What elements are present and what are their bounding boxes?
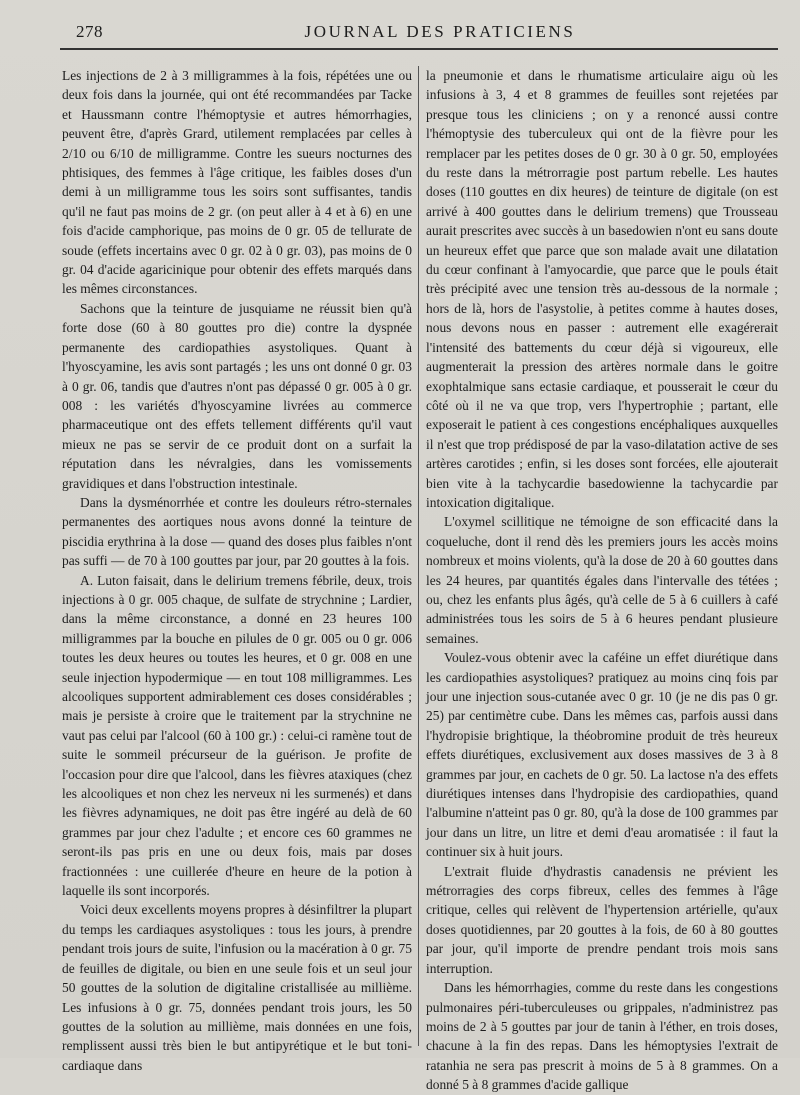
header-rule bbox=[60, 48, 778, 50]
column-divider bbox=[418, 66, 419, 1046]
page-header bbox=[60, 18, 780, 48]
left-column bbox=[62, 66, 412, 1075]
paragraph: Les injections de 2 à 3 milligrammes à la fois, répétées une ou deux fois dans la journée, qui ont été recommandées par Tacke et Haussmann contre l'hémoptysie et autres hémorrhagies, peuvent être, d'après Grard, utilement remplacées par celles à 2/10 ou 6/10 de milligramme. Contre les sueurs nocturnes des phtisiques, des femmes à l'âge critique, les faibles doses d'un demi à un milligramme tous les soirs sont suffisantes, tandis qu'il ne faut pas moins de 2 gr. (on peut aller à 4 et à 6) en une fois d'acide camphorique, pas moins de 0 gr. 05 de tellurate de soude (effets incertains avec 0 gr. 02 à 0 gr. 03), pas moins de 0 gr. 04 d'acide agaricinique pour obtenir des effets marqués dans les mêmes circonstances. bbox=[62, 68, 412, 297]
paragraph: Voici deux excellents moyens propres à désinfiltrer la plupart du temps les cardiaques asystoliques : tous les jours, à prendre pendant trois jours de suite, l'infusion ou la macération à 0 gr. 75 de feuilles de digitale, ou bien en une seule fois et un seul jour 50 gouttes de la solution de digitaline cristallisée au millième. Les infusions à 0 gr. 75, données pendant trois jours, les 50 gouttes de la solution au millième, mais données en une fois, remplissent aussi très bien le but antipyrétique et le but toni-cardiaque dans bbox=[62, 902, 412, 1073]
paragraph: Sachons que la teinture de jusquiame ne réussit bien qu'à forte dose (60 à 80 gouttes pro die) contre la dyspnée permanente des cardiopathies asystoliques. Quant à l'hyoscyamine, les avis sont partagés ; les uns ont donné 0 gr. 03 à 0 gr. 06, tandis que d'autres n'ont pas dépassé 0 gr. 005 à 0 gr. 008 : les variétés d'hyoscyamine livrées au commerce pharmaceutique ont des effets tellement différents qu'il vaut mieux ne pas se servir de ce produit dont on a surfait la réputation dans les névralgies, dans les vomissements gravidiques et dans l'obstruction intestinale. bbox=[62, 300, 412, 491]
paragraph: Voulez-vous obtenir avec la caféine un effet diurétique dans les cardiopathies asystoliques? pratiquez au moins cinq fois par jour une injection sous-cutanée avec 0 gr. 10 (je ne dis pas 0 gr. 25) par centimètre cube. Dans les mêmes cas, parfois aussi dans l'hydropisie brightique, la théobromine produit de très heureux effets diurétiques, exclusivement aux doses massives de 3 à 8 grammes par jour, en cachets de 0 gr. 50. La lactose n'a des effets diurétiques intenses dans l'hydropisie des cardiopathies, quand l'albumine n'atteint pas 0 gr. 80, qu'à la dose de 100 grammes par jour dans un litre, un litre et demi d'eau aromatisée : il faut la continuer six à huit jours. bbox=[426, 650, 778, 860]
paragraph: Dans la dysménorrhée et contre les douleurs rétro-sternales permanentes des aortiques nous avons donné la teinture de piscidia erythrina à la dose — quand des doses plus faibles n'ont pas suffi — de 70 à 100 gouttes par jour, par 20 gouttes à la fois. bbox=[62, 494, 412, 569]
journal-title: JOURNAL DES PRATICIENS bbox=[304, 22, 576, 41]
page-number: 278 bbox=[76, 22, 103, 41]
right-column bbox=[426, 66, 778, 1095]
paragraph: L'extrait fluide d'hydrastis canadensis ne prévient les métrorragies des corps fibreux, celles des femmes à l'âge critique, celles qui relèvent de l'hypertension artérielle, qu'aux doses quotidiennes, par 20 gouttes à la fois, de 60 à 80 gouttes par jour, qu'il importe de prendre pendant trois mois sans interruption. bbox=[426, 863, 778, 976]
paragraph: Dans les hémorrhagies, comme du reste dans les congestions pulmonaires péri-tuberculeuses ou grippales, n'administrez pas moins de 2 à 5 gouttes par jour de tanin à l'éther, en trois doses, chacune à la fin des repas. Dans les hémoptysies l'extrait de ratanhia ne sera pas prescrit à moins de 5 à 8 grammes. On a donné 5 à 8 grammes d'acide gallique bbox=[426, 980, 778, 1093]
paragraph: A. Luton faisait, dans le delirium tremens fébrile, deux, trois injections à 0 gr. 005 chaque, de sulfate de strychnine ; Lardier, dans la même circonstance, a donné en 23 heures 100 milligrammes par la bouche en pilules de 0 gr. 005 ou 0 gr. 006 toutes les deux heures ou toutes les heures, et 0 gr. 008 en une seule injection hypodermique — en tout 108 milligrammes. Les alcooliques supportent admirablement ces doses considérables ; mais je persiste à croire que le traitement par la strychnine ne vaut pas celui par l'alcool (60 à 100 gr.) : celui-ci ramène tout de suite le sommeil précurseur de la guérison. Je profite de l'occasion pour dire que l'alcool, dans les fièvres ataxiques (chez les alcooliques et non chez les nerveux ni les surmenés) et dans les fièvres adynamiques, ne doit pas être ingéré au delà de 60 grammes par jour chez l'adulte ; et encore ces 60 grammes ne seront-ils pas pris en une ou deux fois, mais par doses fractionnées : une cuillerée d'heure en heure de la potion à laquelle ils sont incorporés. bbox=[62, 572, 412, 899]
paragraph: L'oxymel scillitique ne témoigne de son efficacité dans la coqueluche, dont il rend dès les premiers jours les accès moins nombreux et moins violents, qu'à la dose de 20 à 60 gouttes dans les 24 heures, par quantités égales dans l'intervalle des tétées ; ou, chez les enfants plus âgés, qu'à celle de 5 à 6 cuillers à café administrées tous les soirs de 5 à 6 heures pendant plusieure semaines. bbox=[426, 514, 778, 646]
paragraph: la pneumonie et dans le rhumatisme articulaire aigu où les infusions à 3, 4 et 8 grammes de feuilles sont rejetées par presque tous les cliniciens ; on y a renoncé aussi contre l'hémoptysie des tuberculeux qui ont de la fièvre pour les remplacer par les petites doses de 0 gr. 30 à 0 gr. 50, employées du reste dans la métrorragie post partum rebelle. Les hautes doses (110 gouttes en dix heures) de teinture de digitale (on est arrivé à 400 gouttes dans le delirium tremens) que Trousseau aurait prescrites avec succès à un basedowien n'ont eu sans doute un heureux effet que parce que son malade avait une dilatation du cœur confinant à l'amyocardie, que parce que le pouls était très précipité avec une tension très au-dessous de la normale ; hors de là, hors de l'asystolie, à petites comme à hautes doses, nous devons nous en passer : autrement elle exagérerait l'intensité des battements du cœur déjà si vigoureux, elle augmenterait la pression des artères normale dans le goitre exophtalmique sans ectasie cardiaque, et pousserait le cœur du côté où il ne va que trop, vers l'hypertrophie ; partant, elle exposerait le patient à ces congestions encéphaliques auxquelles il n'est que trop prédisposé de par la vaso-dilatation active de ses artères carotides ; enfin, si les doses sont forcées, elle ajouterait bien vite à la tachycardie basedowienne la tachycardie par intoxication digitalique. bbox=[426, 68, 778, 510]
